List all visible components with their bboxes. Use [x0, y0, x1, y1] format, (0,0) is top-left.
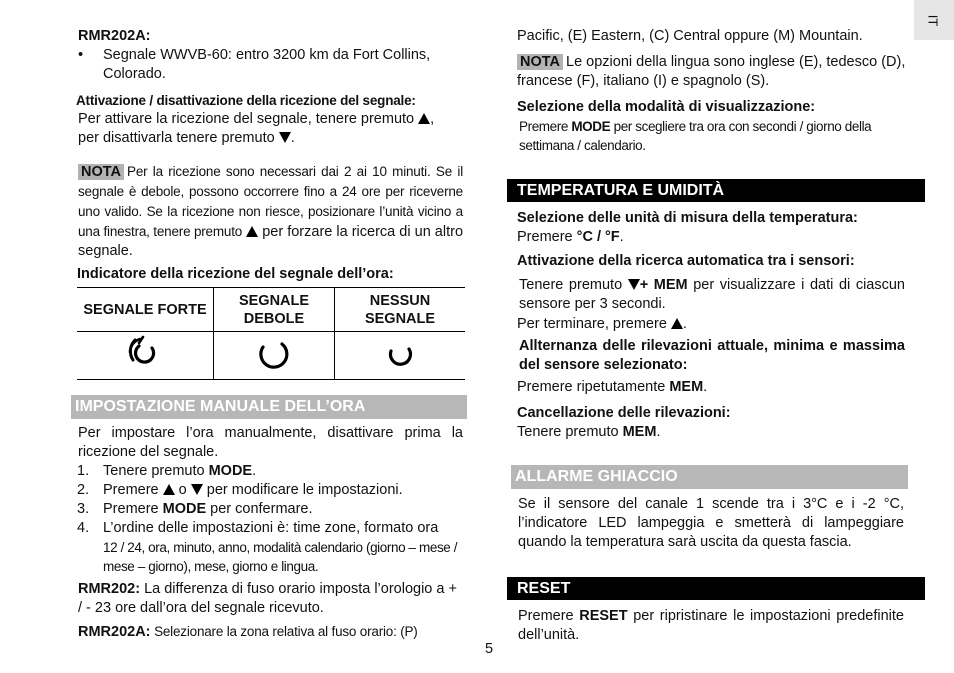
language-tab-label: IT [925, 14, 941, 27]
language-tab [914, 0, 954, 40]
header-strong: SEGNALE FORTE [77, 288, 214, 332]
display-pre: Premere [519, 119, 572, 134]
unit-post: . [619, 229, 624, 245]
display-mode-text [519, 117, 909, 155]
auto-search-title: Attivazione della ricerca automatica tra i sensori: [517, 253, 855, 269]
no-signal-icon [380, 333, 420, 373]
unit-key: °C / °F [576, 229, 620, 245]
step-text: Tenere premuto [103, 463, 209, 479]
rmr202a-bullet [78, 46, 464, 84]
step-number: 1. [77, 463, 90, 479]
arrow-up-icon [163, 484, 175, 495]
alt-pre: Premere ripetutamente [517, 379, 670, 395]
page-number: 5 [485, 641, 494, 657]
clear-title: Cancellazione delle rilevazioni: [517, 405, 731, 421]
clear-text [517, 423, 660, 442]
comma: , [430, 111, 435, 127]
alternation-text [517, 378, 707, 397]
rmr202a-note [78, 622, 468, 642]
strong-signal-cell [77, 332, 214, 380]
unit-text [517, 228, 624, 247]
arrow-down-icon [628, 279, 640, 290]
activation-title: Attivazione / disattivazione della ricezione del segnale: [76, 93, 416, 108]
weak-signal-cell [214, 332, 335, 380]
mode-key: MODE [571, 119, 611, 134]
arrow-down-icon [191, 484, 203, 495]
alt-post: . [703, 379, 708, 395]
ice-alarm-text: Se il sensore del canale 1 scende tra i 3°C e i -2 °C, l’indicatore LED lampeggia e smetterà di lampeggiare quando la temperatura sarà uscita da questa fascia. [518, 496, 904, 550]
arrow-up-icon [671, 318, 683, 329]
reset-text [518, 607, 904, 645]
mode-key: MODE [162, 501, 207, 517]
nota-badge: NOTA [517, 54, 563, 70]
step-text: L’ordine delle impostazioni è: time zone, formato ora [103, 520, 439, 536]
mem-key: MEM [622, 424, 657, 440]
step-number: 3. [77, 501, 90, 517]
step-text: Premere [103, 482, 163, 498]
step-4 [77, 519, 465, 576]
no-signal-cell [335, 332, 466, 380]
auto-pre: Tenere premuto [519, 277, 628, 293]
mem-key: MEM [669, 379, 704, 395]
rmr202-label: RMR202: [78, 581, 141, 597]
step-text-end: per confermare. [206, 501, 313, 517]
period: . [290, 130, 295, 146]
mem-key: + MEM [639, 277, 688, 293]
reset-post: per ripristinare le impostazioni predefinite dell’unità. [518, 608, 904, 643]
arrow-down-icon [279, 132, 291, 143]
nota-reception-end: per forzare la ricerca di un altro segnale. [78, 224, 464, 259]
strong-signal-icon [125, 333, 165, 373]
manual-intro: Per impostare l’ora manualmente, disattivare prima la ricezione del segnale. [78, 425, 463, 460]
auto-end-pre: Per terminare, premere [517, 316, 671, 332]
step-text-end: . [252, 463, 257, 479]
display-mode-title: Selezione della modalità di visualizzazione: [517, 99, 816, 115]
step-text: Premere [103, 501, 163, 517]
rmr202-note [78, 580, 464, 618]
header-weak: SEGNALE DEBOLE [214, 288, 335, 332]
rmr202a-label: RMR202A: [78, 624, 151, 640]
temperature-header: TEMPERATURA E UMIDITÀ [507, 179, 925, 202]
signal-table [77, 287, 465, 380]
activation-text [78, 110, 466, 148]
step-2 [77, 481, 465, 500]
unit-pre: Premere [517, 229, 577, 245]
step-text-end: per modificare le impostazioni. [202, 482, 403, 498]
nota-reception-text: Per la ricezione sono necessari dai 2 ai 10 minuti. Se il segnale è debole, possono occorrere fino a 24 ore per riceverne uno valido. Se la ricezione non riesce, posizionare l’unità vicino a una finestra, tenere premuto [78, 164, 463, 239]
manual-time-header: IMPOSTAZIONE MANUALE DELL’ORA [71, 395, 467, 419]
nota-reception [78, 162, 463, 261]
timezone-continuation: Pacific, (E) Eastern, (C) Central oppure (M) Mountain. [517, 28, 863, 44]
nota-language [517, 53, 907, 91]
step-text-cont: 12 / 24, ora, minuto, anno, modalità calendario (giorno – mese / mese – giorno), mese, giorno e lingua. [103, 540, 458, 574]
step-3 [77, 500, 465, 519]
weak-signal-icon [254, 333, 294, 373]
step-number: 2. [77, 482, 90, 498]
clear-pre: Tenere premuto [517, 424, 623, 440]
rmr202a-bullet-text: Segnale WWVB-60: entro 3200 km da Fort Collins, Colorado. [103, 47, 431, 82]
nota-badge: NOTA [78, 164, 124, 180]
bullet-mark: • [78, 47, 84, 63]
mode-key: MODE [208, 463, 253, 479]
reset-key: RESET [579, 608, 628, 624]
activation-line2: per disattivarla tenere premuto [78, 130, 275, 146]
nota-language-text: Le opzioni della lingua sono inglese (E), tedesco (D), francese (F), italiano (I) e spagnolo (S). [517, 54, 906, 89]
auto-search-text [519, 276, 905, 314]
auto-search-end [517, 315, 687, 334]
rmr202a-title: RMR202A: [78, 28, 151, 44]
unit-title: Selezione delle unità di misura della temperatura: [517, 210, 858, 226]
indicator-title: Indicatore della ricezione del segnale dell’ora: [77, 266, 394, 282]
header-none: NESSUN SEGNALE [335, 288, 466, 332]
step-text-mid: o [174, 482, 191, 498]
auto-post: per visualizzare i dati di ciascun sensore per 3 secondi. [519, 277, 905, 312]
arrow-up-icon [418, 113, 430, 124]
reset-pre: Premere [518, 608, 580, 624]
rmr202a-text: Selezionare la zona relativa al fuso orario: (P) [150, 624, 418, 639]
ice-alarm-header: ALLARME GHIACCIO [511, 465, 908, 489]
step-number: 4. [77, 520, 90, 536]
alternation-title: Allternanza delle rilevazioni attuale, minima e massima del sensore selezionato: [519, 338, 905, 373]
step-1 [77, 462, 465, 481]
manual-steps [77, 462, 465, 576]
auto-end-post: . [682, 316, 687, 332]
rmr202-text: La differenza di fuso orario imposta l’orologio a + / - 23 ore dall’ora del segnale ricevuto. [78, 581, 457, 616]
arrow-up-icon [246, 226, 258, 237]
display-post: per scegliere tra ora con secondi / giorno della settimana / calendario. [519, 119, 872, 153]
activation-line1: Per attivare la ricezione del segnale, tenere premuto [78, 111, 415, 127]
reset-header: RESET [507, 577, 925, 600]
clear-post: . [656, 424, 661, 440]
